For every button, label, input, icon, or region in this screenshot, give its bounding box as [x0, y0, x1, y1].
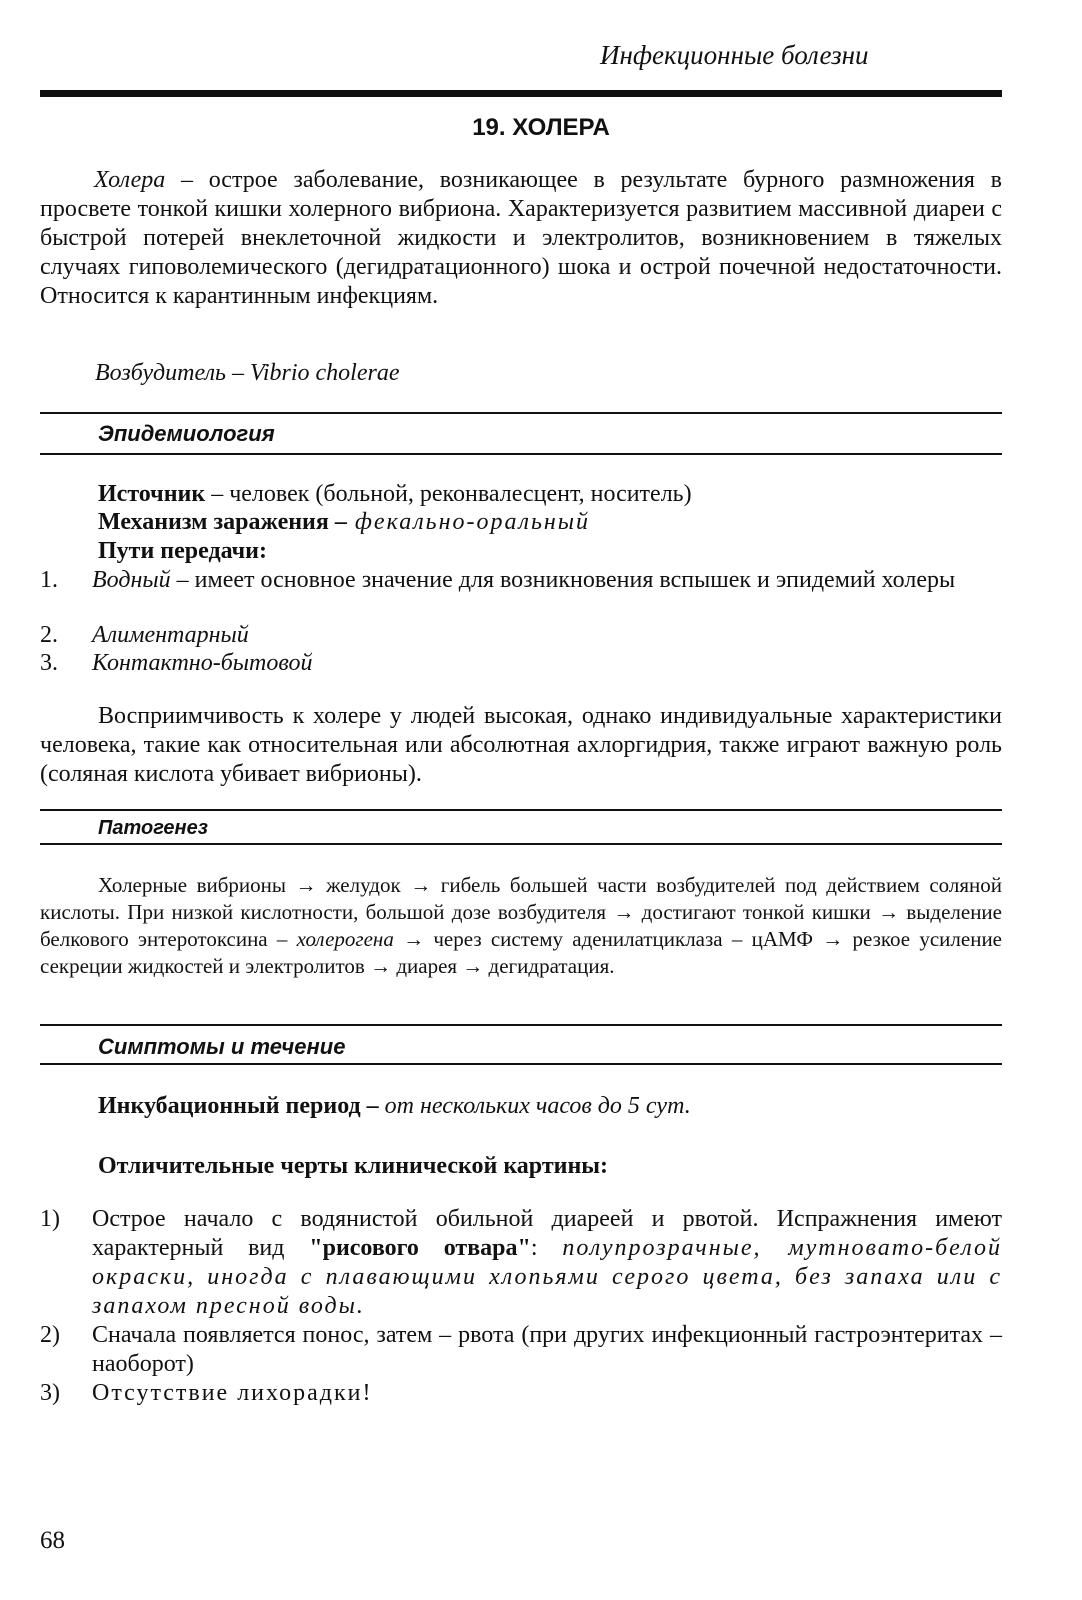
section-rule-top [40, 1024, 1002, 1026]
route-text: – имеет основное значение для возникновения вспышек и эпидемий холеры [170, 567, 956, 593]
section-rule-bottom [40, 1063, 1002, 1065]
source-line [98, 481, 692, 508]
mechanism-line [98, 509, 590, 536]
chapter-title: 19. ХОЛЕРА [472, 114, 610, 141]
incubation-line [98, 1093, 691, 1120]
section-rule-bottom [40, 843, 1002, 845]
route-name: Алиментарный [92, 622, 249, 648]
pathogenesis-toxin: холерогена [296, 927, 394, 951]
feature-number: 3) [40, 1380, 60, 1406]
section-heading-epidemiology: Эпидемиология [98, 421, 275, 446]
section-heading-pathogenesis: Патогенез [98, 817, 208, 839]
feature-item [40, 1321, 1002, 1379]
route-item [40, 621, 1002, 650]
feature-text: Отсутствие лихорадки! [92, 1380, 373, 1406]
section-rule-bottom [40, 453, 1002, 455]
pathogen-line: Возбудитель – Vibrio cholerae [95, 360, 400, 386]
source-text: – человек (больной, реконвалесцент, носитель) [205, 481, 692, 507]
feature-text: Сначала появляется понос, затем – рвота (при других инфекционный гастроэнтеритах – наоборот) [92, 1322, 1002, 1377]
feature-item [40, 1205, 1002, 1321]
feature-number: 2) [40, 1322, 60, 1348]
susceptibility-paragraph [40, 702, 1002, 789]
routes-label: Пути передачи: [98, 538, 267, 564]
running-head: Инфекционные болезни [600, 40, 869, 70]
intro-term: Холера [94, 167, 166, 193]
feature-text: Острое начало с водянистой обильной диареей и рвотой. Испражнения имеют характерный вид [92, 1206, 1002, 1261]
feature-item [40, 1379, 1002, 1408]
source-label: Источник [98, 481, 206, 507]
features-label: Отличительные черты клинической картины: [98, 1153, 608, 1179]
intro-paragraph [40, 166, 1002, 311]
intro-text: – острое заболевание, возникающее в результате бурного размножения в просвете тонкой кишки холерного вибриона. Характеризуется развитием массивной диареи с быстрой потерей внеклеточной жидкости и электролитов, возникновением в тяжелых случаях гиповолемического (дегидратационного) шока и острой почечной недостаточности. Относится к карантинным инфекциям. [40, 167, 1002, 309]
pathogenesis-text-2: → через систему аденилатциклаза – цАМФ → резкое усиление секреции жидкостей и электролитов → диарея → дегидратация. [40, 927, 1002, 978]
feature-colon: : [530, 1235, 563, 1261]
header-rule [40, 90, 1002, 97]
feature-italic: полупрозрачные, мутновато-белой окраски, иногда с плавающими хлопьями серого цвета, без запаха или с запахом пресной воды. [92, 1235, 1002, 1319]
route-name: Водный [92, 567, 171, 593]
incubation-value: от нескольких часов до 5 сут. [378, 1093, 691, 1119]
route-number: 2. [40, 622, 58, 648]
route-item [40, 566, 1002, 595]
mechanism-value: фекально-оральный [346, 509, 591, 535]
mechanism-label: Механизм заражения – [98, 509, 347, 535]
route-number: 1. [40, 567, 58, 593]
section-rule-top [40, 809, 1002, 811]
route-number: 3. [40, 650, 58, 676]
route-name: Контактно-бытовой [92, 650, 313, 676]
feature-number: 1) [40, 1206, 60, 1232]
pathogenesis-text-1: Холерные вибрионы → желудок → гибель большей части возбудителей под действием соляной кислоты. При низкой кислотности, большой дозе возбудителя → достигают тонкой кишки → выделение белкового энтеротоксина – [40, 873, 1002, 951]
page-number: 68 [40, 1527, 65, 1554]
feature-bold: "рисового отвара" [309, 1235, 531, 1261]
incubation-label: Инкубационный период – [98, 1093, 379, 1119]
susceptibility-text: Восприимчивость к холере у людей высокая, однако индивидуальные характеристики человека, такие как относительная или абсолютная ахлоргидрия, также играют важную роль (соляная кислота убивает вибрионы). [40, 703, 1002, 787]
pathogenesis-paragraph [40, 872, 1002, 980]
section-rule-top [40, 412, 1002, 414]
section-heading-symptoms: Симптомы и течение [98, 1034, 346, 1059]
route-item [40, 649, 1002, 678]
